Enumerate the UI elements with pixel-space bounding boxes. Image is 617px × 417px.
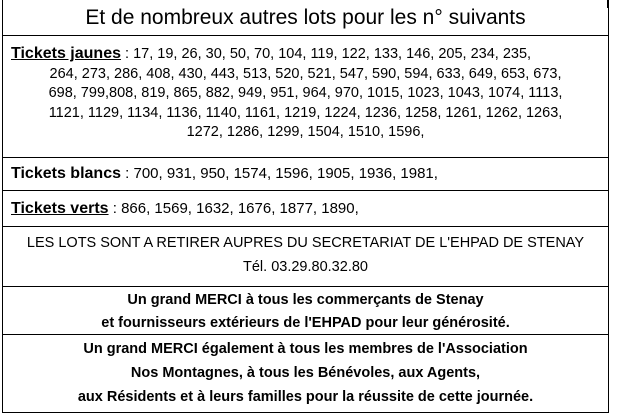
merci-commercants-row — [3, 287, 608, 335]
merci-association-row — [3, 335, 608, 413]
title-row — [3, 0, 608, 36]
merci-commercants-line-2: et fournisseurs extérieurs de l'EHPAD pour leur générosité. — [101, 315, 510, 331]
tickets-verts-row: Tickets verts : 866, 1569, 1632, 1676, 1877, 1890, — [3, 191, 608, 227]
tickets-jaunes-row — [3, 36, 608, 158]
jaunes-numbers-1: 17, 19, 26, 30, 50, 70, 104, 119, 122, 133, 146, 205, 234, 235, — [133, 46, 532, 62]
merci-association-line-3: aux Résidents et à leurs familles pour la réussite de cette journée. — [77, 389, 534, 405]
jaunes-line-1: Tickets jaunes : 17, 19, 26, 30, 50, 70, 104, 119, 122, 133, 146, 205, 234, 235, — [11, 45, 532, 62]
telephone: Tél. 03.29.80.32.80 — [243, 259, 368, 275]
jaunes-line-5: 1272, 1286, 1299, 1504, 1510, 1596, — [186, 124, 425, 140]
retrait-row — [3, 227, 608, 287]
page-title: Et de nombreux autres lots pour les n° suivants — [85, 6, 526, 29]
retrait-text: LES LOTS SONT A RETIRER AUPRES DU SECRETARIAT DE L'EHPAD DE STENAY — [26, 235, 585, 251]
merci-association-line-2: Nos Montagnes, à tous les Bénévoles, aux Agents, — [130, 365, 481, 381]
tickets-blancs-label: Tickets blancs — [11, 165, 121, 182]
jaunes-line-2: 264, 273, 286, 408, 430, 443, 513, 520, 521, 547, 590, 594, 633, 649, 653, 673, — [49, 65, 562, 82]
lots-sheet — [2, 0, 609, 413]
blancs-numbers: 700, 931, 950, 1574, 1596, 1905, 1936, 1981, — [133, 165, 438, 182]
jaunes-line-3: 698, 799,808, 819, 865, 882, 949, 951, 964, 970, 1015, 1023, 1043, 1074, 1113, — [48, 85, 563, 101]
tickets-verts-label: Tickets verts — [11, 200, 109, 217]
tickets-blancs-row: Tickets blancs : 700, 931, 950, 1574, 1596, 1905, 1936, 1981, — [3, 158, 608, 191]
verts-numbers: 866, 1569, 1632, 1676, 1877, 1890, — [121, 200, 359, 217]
tickets-jaunes-label: Tickets jaunes — [11, 45, 121, 62]
merci-association-line-1: Un grand MERCI également à tous les membres de l'Association — [83, 341, 528, 357]
jaunes-line-4: 1121, 1129, 1134, 1136, 1140, 1161, 1219, 1224, 1236, 1258, 1261, 1262, 1263, — [48, 104, 563, 121]
merci-commercants-line-1: Un grand MERCI à tous les commerçants de Stenay — [127, 292, 484, 308]
